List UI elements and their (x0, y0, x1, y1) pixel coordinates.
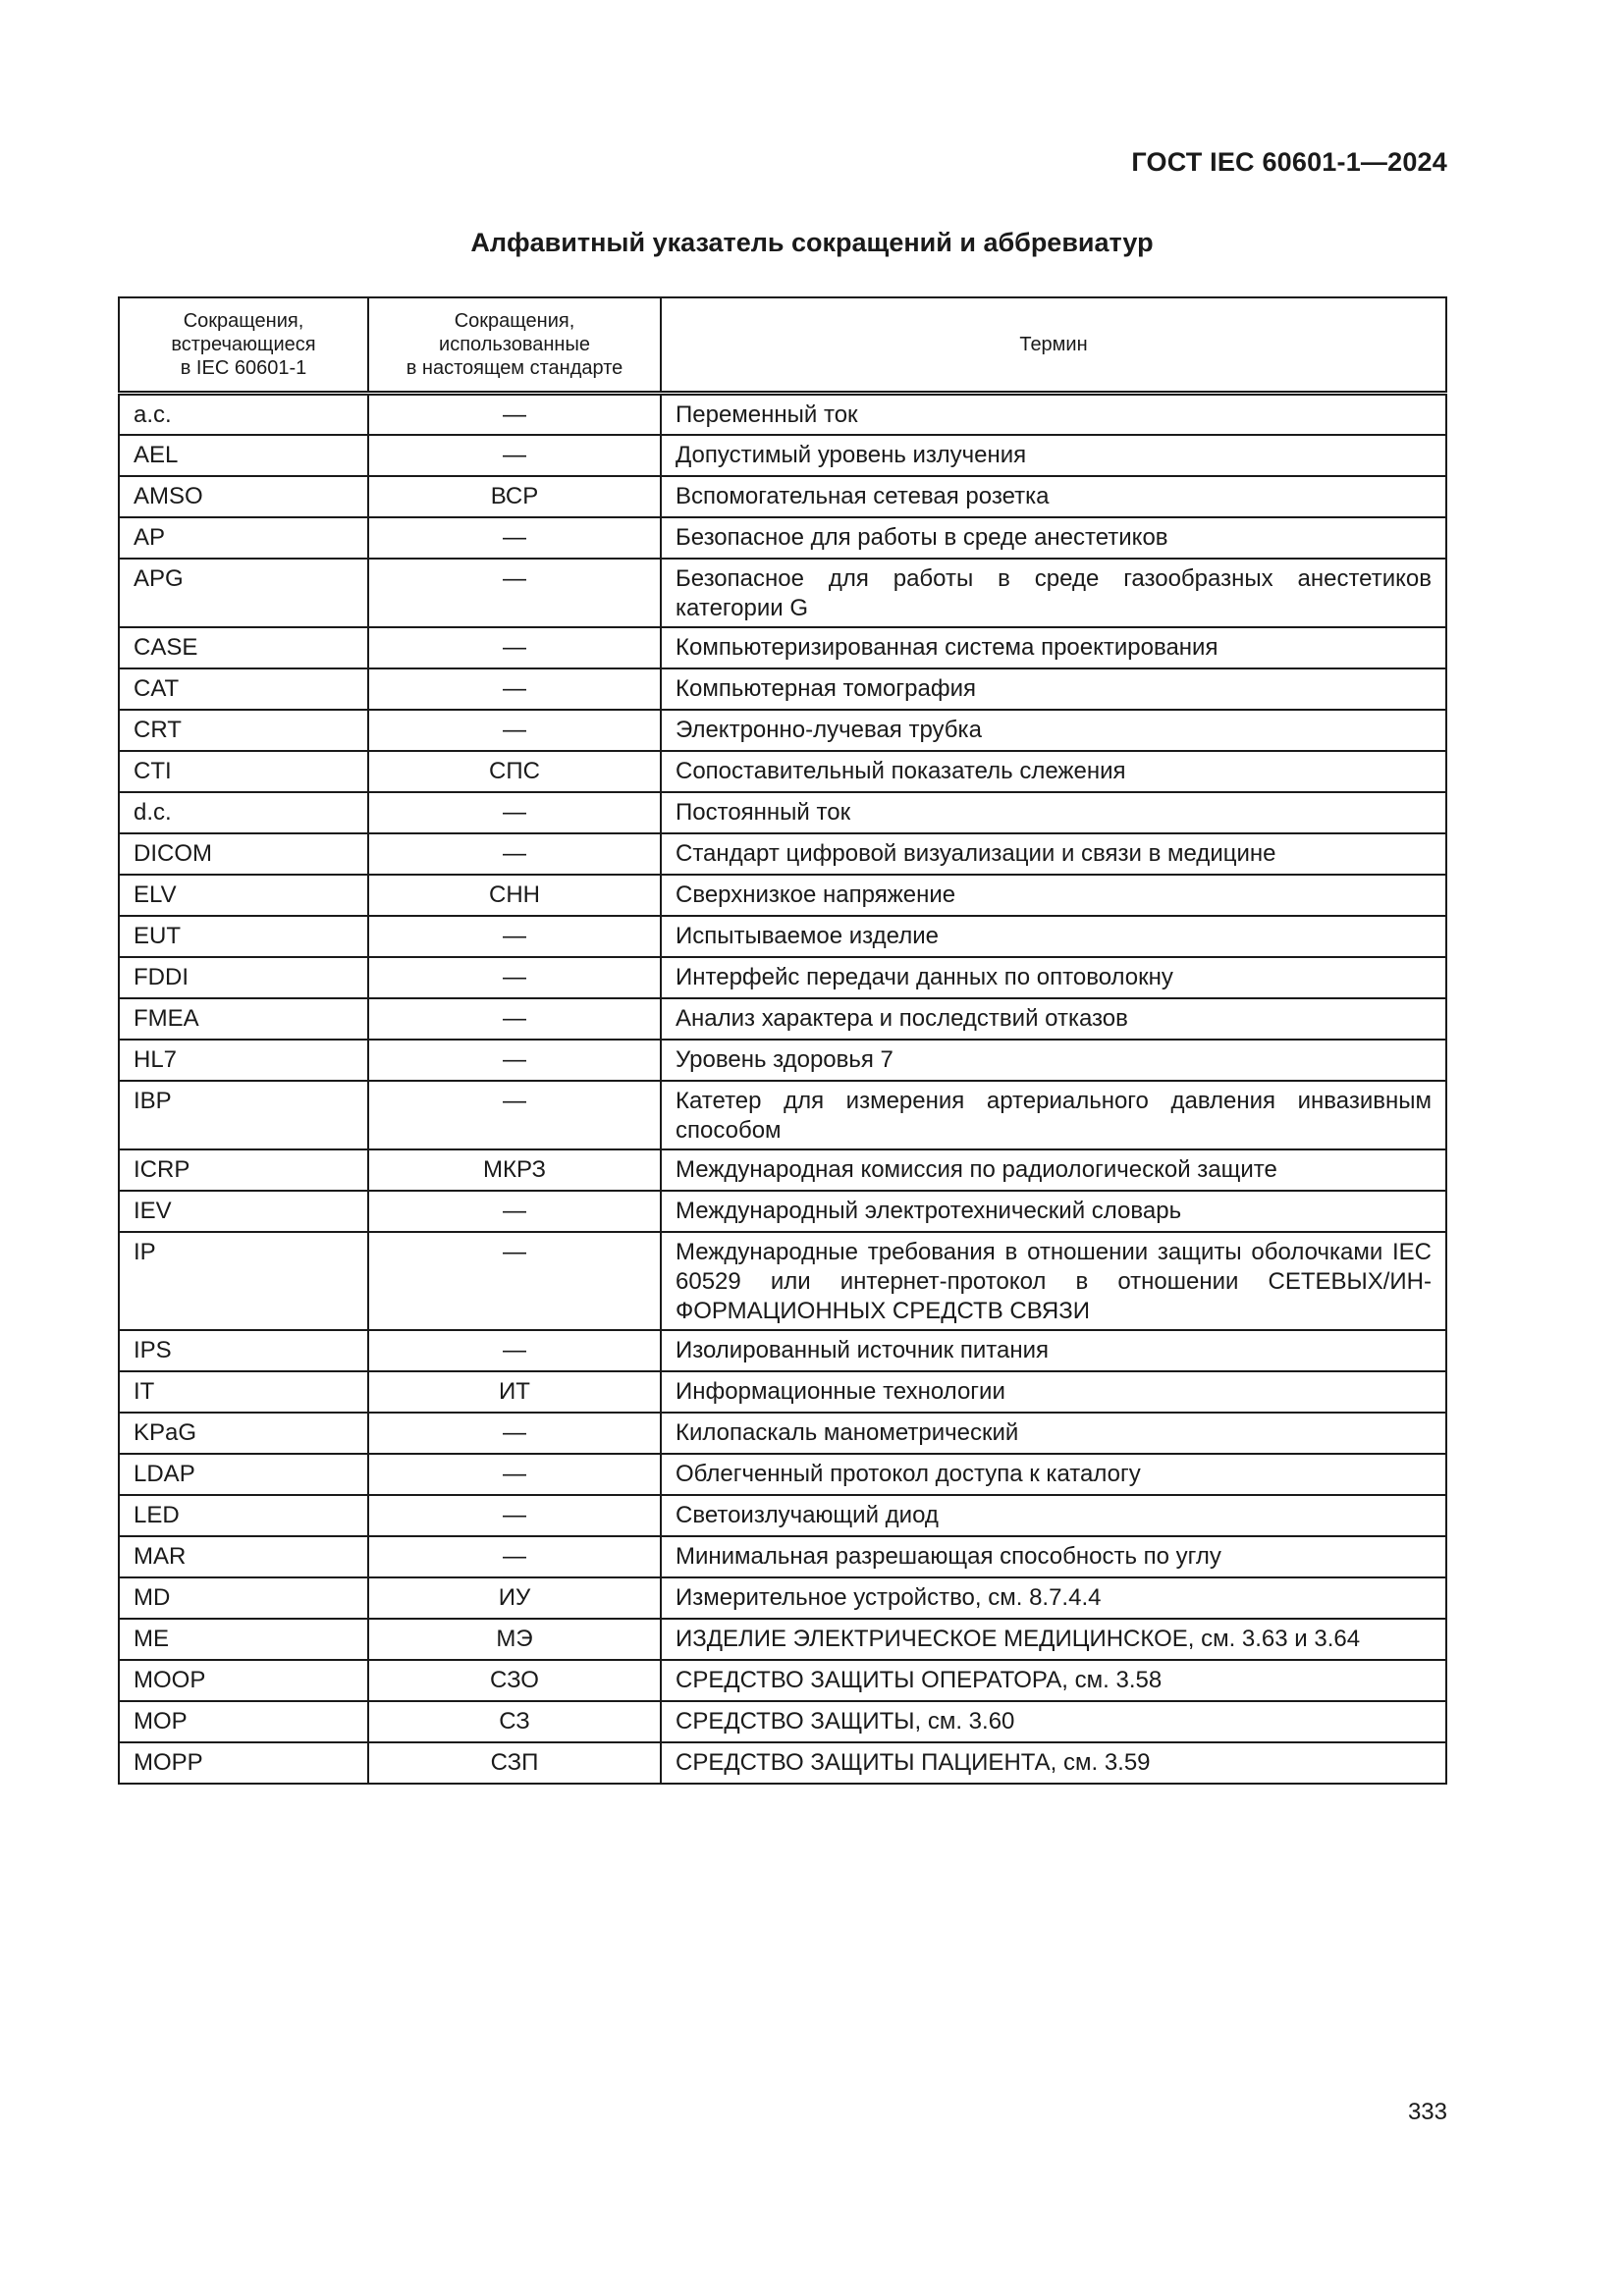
iec-abbreviation-cell: MOOP (119, 1660, 368, 1701)
term-cell: СРЕДСТВО ЗАЩИТЫ, см. 3.60 (661, 1701, 1446, 1742)
term-cell: Электронно-лучевая трубка (661, 710, 1446, 751)
standard-abbreviation-cell: СЗП (368, 1742, 661, 1784)
term-cell: Катетер для измерения артериального давления инвазивным способом (661, 1081, 1446, 1149)
iec-abbreviation-cell: IBP (119, 1081, 368, 1149)
table-row (119, 1454, 1446, 1495)
header-iec-line-1: Сокращения, (183, 310, 304, 332)
table-header-row (119, 297, 1446, 394)
table-row (119, 517, 1446, 559)
term-cell: Постоянный ток (661, 792, 1446, 833)
table-row (119, 394, 1446, 435)
term-cell: Уровень здоровья 7 (661, 1040, 1446, 1081)
iec-abbreviation-cell: FMEA (119, 998, 368, 1040)
term-cell: Информационные технологии (661, 1371, 1446, 1413)
standard-abbreviation-cell: — (368, 1191, 661, 1232)
header-iec-line-2: встречающиеся (171, 334, 316, 355)
standard-abbreviation-cell: — (368, 1232, 661, 1330)
table-row (119, 435, 1446, 476)
iec-abbreviation-cell: HL7 (119, 1040, 368, 1081)
table-row (119, 559, 1446, 627)
table-row (119, 1371, 1446, 1413)
standard-abbreviation-cell: — (368, 1330, 661, 1371)
standard-abbreviation-cell: — (368, 792, 661, 833)
standard-abbreviation-cell: — (368, 1454, 661, 1495)
iec-abbreviation-cell: MOP (119, 1701, 368, 1742)
iec-abbreviation-cell: LDAP (119, 1454, 368, 1495)
table-row (119, 1701, 1446, 1742)
iec-abbreviation-cell: a.c. (119, 394, 368, 435)
table-row (119, 1081, 1446, 1149)
iec-abbreviation-cell: AEL (119, 435, 368, 476)
iec-abbreviation-cell: ME (119, 1619, 368, 1660)
standard-abbreviation-cell: ИТ (368, 1371, 661, 1413)
standard-abbreviation-cell: — (368, 833, 661, 875)
term-cell: ИЗДЕЛИЕ ЭЛЕКТРИЧЕСКОЕ МЕДИЦИНСКОЕ, см. 3.63 и 3.64 (661, 1619, 1446, 1660)
table-row (119, 668, 1446, 710)
table-row (119, 476, 1446, 517)
iec-abbreviation-cell: FDDI (119, 957, 368, 998)
table-row (119, 1232, 1446, 1330)
term-cell: Килопаскаль манометрический (661, 1413, 1446, 1454)
header-iec-line-3: в IEC 60601-1 (180, 357, 307, 379)
standard-abbreviation-cell: — (368, 710, 661, 751)
standard-abbreviation-cell: — (368, 627, 661, 668)
standard-abbreviation-cell: — (368, 1081, 661, 1149)
standard-abbreviation-cell: — (368, 998, 661, 1040)
table-row (119, 1619, 1446, 1660)
term-cell: Безопасное для работы в среде анестетиков (661, 517, 1446, 559)
standard-abbreviation-cell: ВСР (368, 476, 661, 517)
standard-abbreviation-cell: — (368, 1413, 661, 1454)
term-cell: Безопасное для работы в среде газообразных анестетиков категории G (661, 559, 1446, 627)
term-cell: Минимальная разрешающая способность по углу (661, 1536, 1446, 1577)
term-cell: Испытываемое изделие (661, 916, 1446, 957)
table-row (119, 916, 1446, 957)
standard-abbreviation-cell: МЭ (368, 1619, 661, 1660)
standard-abbreviation-cell: — (368, 517, 661, 559)
term-cell: Сопоставительный показатель слежения (661, 751, 1446, 792)
term-cell: СРЕДСТВО ЗАЩИТЫ ОПЕРАТОРА, см. 3.58 (661, 1660, 1446, 1701)
standard-abbreviation-cell: ИУ (368, 1577, 661, 1619)
table-row (119, 998, 1446, 1040)
iec-abbreviation-cell: EUT (119, 916, 368, 957)
iec-abbreviation-cell: AMSO (119, 476, 368, 517)
table-row (119, 792, 1446, 833)
iec-abbreviation-cell: CTI (119, 751, 368, 792)
iec-abbreviation-cell: CASE (119, 627, 368, 668)
table-row (119, 1495, 1446, 1536)
iec-abbreviation-cell: APG (119, 559, 368, 627)
table-row (119, 1413, 1446, 1454)
iec-abbreviation-cell: ELV (119, 875, 368, 916)
document-code: ГОСТ IEC 60601-1—2024 (1131, 147, 1447, 177)
header-term: Термин (661, 297, 1446, 394)
table-body (119, 394, 1446, 1784)
header-iec-abbreviations (119, 297, 368, 394)
standard-abbreviation-cell: — (368, 957, 661, 998)
table-row (119, 1660, 1446, 1701)
table-row (119, 1040, 1446, 1081)
standard-abbreviation-cell: СПС (368, 751, 661, 792)
standard-abbreviation-cell: СЗО (368, 1660, 661, 1701)
term-cell: Международные требования в отношении защиты оболочками IEC 60529 или интернет-протокол в отношении СЕТЕВЫХ/ИН-ФОРМАЦИОННЫХ СРЕДСТВ СВЯЗИ (661, 1232, 1446, 1330)
table-row (119, 1577, 1446, 1619)
iec-abbreviation-cell: IPS (119, 1330, 368, 1371)
iec-abbreviation-cell: DICOM (119, 833, 368, 875)
iec-abbreviation-cell: CAT (119, 668, 368, 710)
table-row (119, 710, 1446, 751)
iec-abbreviation-cell: IT (119, 1371, 368, 1413)
iec-abbreviation-cell: IEV (119, 1191, 368, 1232)
standard-abbreviation-cell: — (368, 668, 661, 710)
header-std-line-2: использованные (439, 334, 590, 355)
header-standard-abbreviations (368, 297, 661, 394)
term-cell: Анализ характера и последствий отказов (661, 998, 1446, 1040)
standard-abbreviation-cell: — (368, 1495, 661, 1536)
term-cell: Международный электротехнический словарь (661, 1191, 1446, 1232)
table-row (119, 957, 1446, 998)
standard-abbreviation-cell: — (368, 559, 661, 627)
table-row (119, 1536, 1446, 1577)
term-cell: Светоизлучающий диод (661, 1495, 1446, 1536)
standard-abbreviation-cell: — (368, 916, 661, 957)
term-cell: Вспомогательная сетевая розетка (661, 476, 1446, 517)
iec-abbreviation-cell: MD (119, 1577, 368, 1619)
term-cell: Сверхнизкое напряжение (661, 875, 1446, 916)
table-row (119, 1149, 1446, 1191)
table-row (119, 1742, 1446, 1784)
term-cell: Допустимый уровень излучения (661, 435, 1446, 476)
standard-abbreviation-cell: — (368, 1040, 661, 1081)
header-std-line-1: Сокращения, (454, 310, 575, 332)
standard-abbreviation-cell: — (368, 394, 661, 435)
standard-abbreviation-cell: — (368, 435, 661, 476)
iec-abbreviation-cell: IP (119, 1232, 368, 1330)
term-cell: Интерфейс передачи данных по оптоволокну (661, 957, 1446, 998)
term-cell: Компьютерная томография (661, 668, 1446, 710)
term-cell: Стандарт цифровой визуализации и связи в медицине (661, 833, 1446, 875)
term-cell: Переменный ток (661, 394, 1446, 435)
iec-abbreviation-cell: d.c. (119, 792, 368, 833)
standard-abbreviation-cell: СЗ (368, 1701, 661, 1742)
iec-abbreviation-cell: CRT (119, 710, 368, 751)
standard-abbreviation-cell: МКРЗ (368, 1149, 661, 1191)
table-row (119, 833, 1446, 875)
iec-abbreviation-cell: ICRP (119, 1149, 368, 1191)
term-cell: Измерительное устройство, см. 8.7.4.4 (661, 1577, 1446, 1619)
iec-abbreviation-cell: MOPP (119, 1742, 368, 1784)
iec-abbreviation-cell: AP (119, 517, 368, 559)
iec-abbreviation-cell: KPaG (119, 1413, 368, 1454)
header-std-line-3: в настоящем стандарте (406, 357, 623, 379)
table-row (119, 1330, 1446, 1371)
iec-abbreviation-cell: LED (119, 1495, 368, 1536)
term-cell: Изолированный источник питания (661, 1330, 1446, 1371)
abbreviation-table (118, 296, 1447, 1785)
term-cell: Облегченный протокол доступа к каталогу (661, 1454, 1446, 1495)
term-cell: СРЕДСТВО ЗАЩИТЫ ПАЦИЕНТА, см. 3.59 (661, 1742, 1446, 1784)
page-number: 333 (1407, 2099, 1447, 2125)
page-title: Алфавитный указатель сокращений и аббревиатур (470, 228, 1154, 257)
term-cell: Международная комиссия по радиологической защите (661, 1149, 1446, 1191)
iec-abbreviation-cell: MAR (119, 1536, 368, 1577)
table-row (119, 1191, 1446, 1232)
standard-abbreviation-cell: СНН (368, 875, 661, 916)
table-row (119, 875, 1446, 916)
term-cell: Компьютеризированная система проектирования (661, 627, 1446, 668)
table-row (119, 751, 1446, 792)
standard-abbreviation-cell: — (368, 1536, 661, 1577)
table-row (119, 627, 1446, 668)
